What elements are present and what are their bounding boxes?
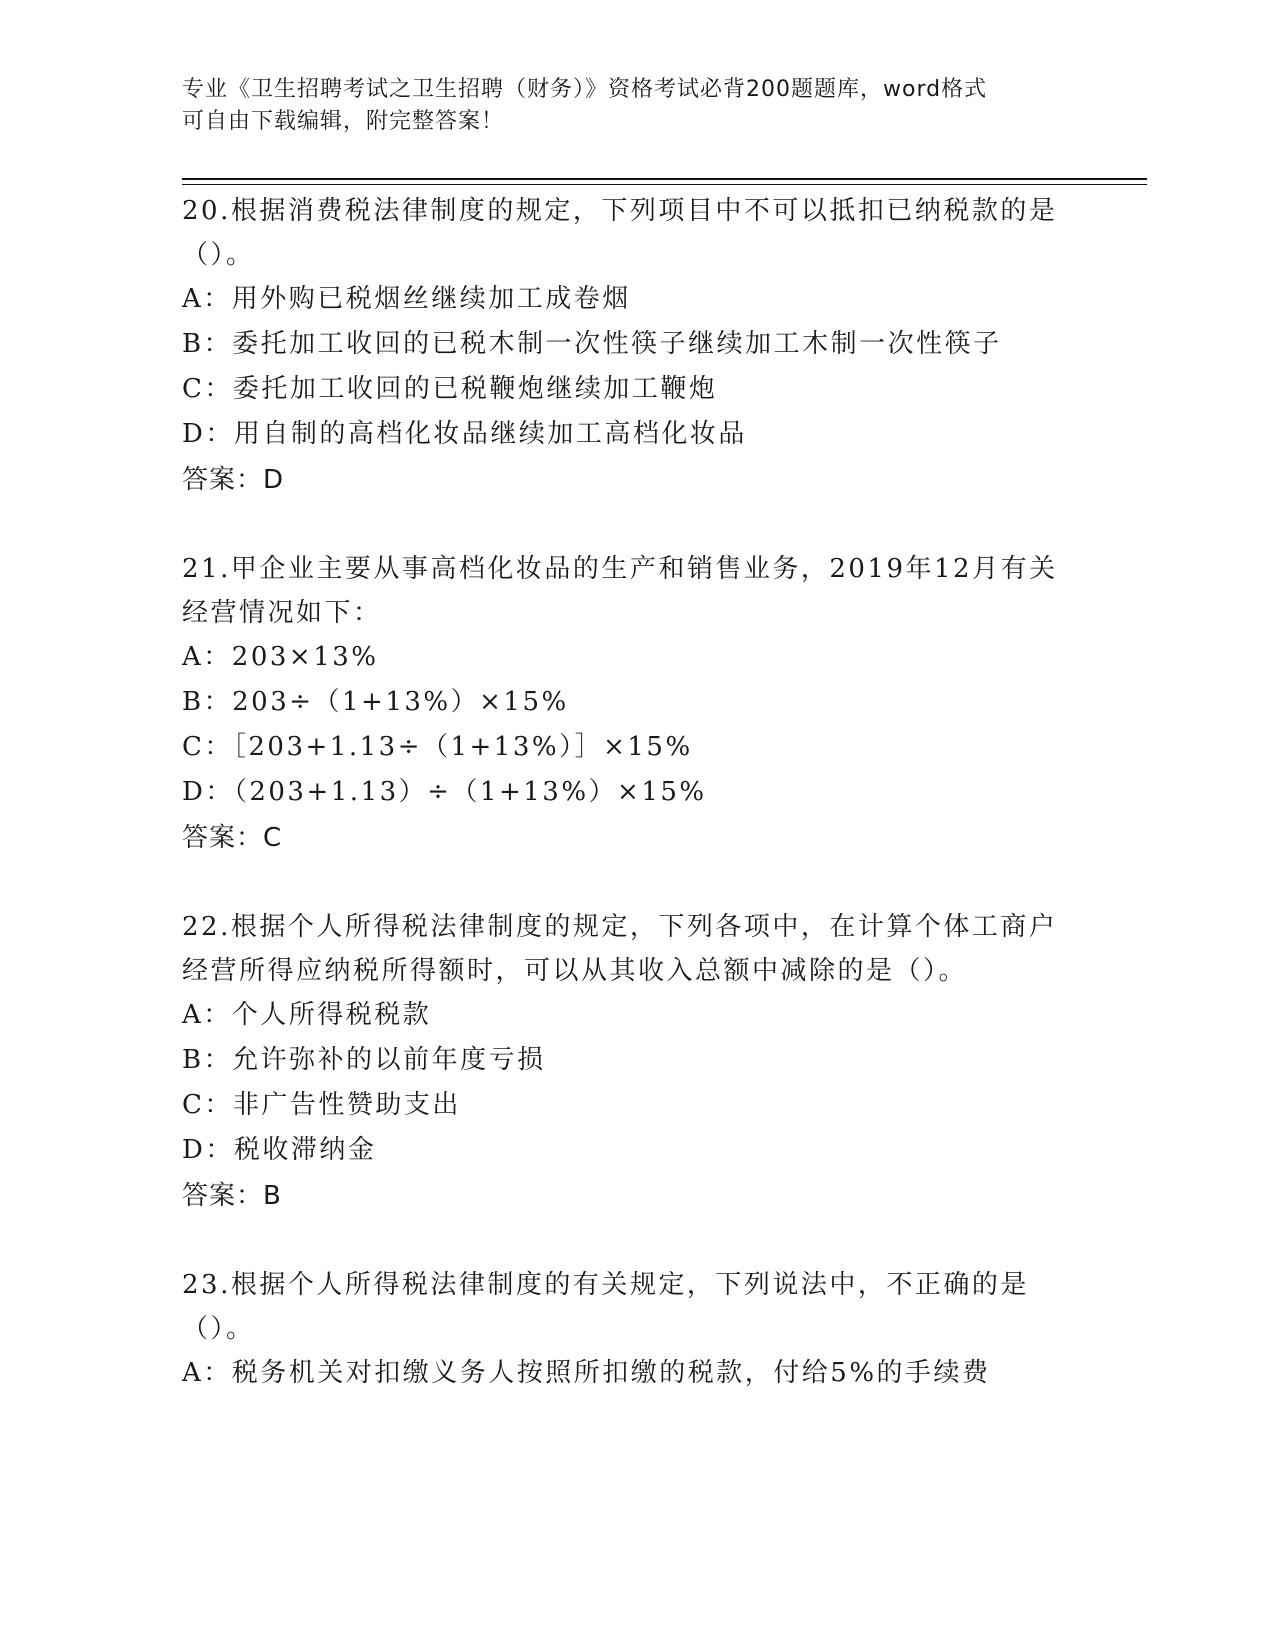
question-23 (182, 1263, 1062, 1396)
question-20 (182, 189, 1062, 503)
question-text: 22.根据个人所得税法律制度的规定，下列各项中，在计算个体工商户经营所得应纳税所得额时，可以从其收入总额中减除的是（）。 (182, 912, 1058, 986)
option-d: D：税收滞纳金 (182, 1135, 377, 1165)
question-text: 21.甲企业主要从事高档化妆品的生产和销售业务，2019年12月有关经营情况如下： (182, 554, 1058, 628)
option-d: D：用自制的高档化妆品继续加工高档化妆品 (182, 419, 747, 449)
question-list (182, 189, 1062, 1396)
option-b: B：允许弥补的以前年度亏损 (182, 1045, 546, 1075)
question-22 (182, 905, 1062, 1219)
option-c: C：非广告性赞助支出 (182, 1090, 461, 1120)
answer-label: 答案：C (182, 823, 283, 853)
option-a: A：用外购已税烟丝继续加工成卷烟 (182, 284, 631, 314)
header-divider-thick (182, 178, 1147, 180)
answer-label: 答案：B (182, 1181, 282, 1211)
option-d: D：（203+1.13）÷（1+13%）×15% (182, 777, 707, 807)
option-c: C：委托加工收回的已税鞭炮继续加工鞭炮 (182, 374, 718, 404)
option-c: C：［203+1.13÷（1+13%）］×15% (182, 732, 693, 762)
question-text: 20.根据消费税法律制度的规定，下列项目中不可以抵扣已纳税款的是（）。 (182, 196, 1058, 270)
option-a: A：203×13% (182, 642, 379, 672)
question-text: 23.根据个人所得税法律制度的有关规定，下列说法中，不正确的是（）。 (182, 1270, 1029, 1344)
option-a: A：税务机关对扣缴义务人按照所扣缴的税款，付给5%的手续费 (182, 1358, 991, 1388)
header-line-1: 专业《卫生招聘考试之卫生招聘（财务）》资格考试必背200题题库，word格式 (182, 77, 988, 102)
option-b: B：委托加工收回的已税木制一次性筷子继续加工木制一次性筷子 (182, 329, 1002, 359)
question-21 (182, 547, 1062, 861)
document-header (182, 74, 1062, 138)
answer-label: 答案：D (182, 465, 285, 495)
header-divider-thin (182, 184, 1147, 185)
header-line-2: 可自由下载编辑，附完整答案！ (182, 109, 505, 134)
option-b: B：203÷（1+13%）×15% (182, 687, 569, 717)
option-a: A：个人所得税税款 (182, 1000, 432, 1030)
